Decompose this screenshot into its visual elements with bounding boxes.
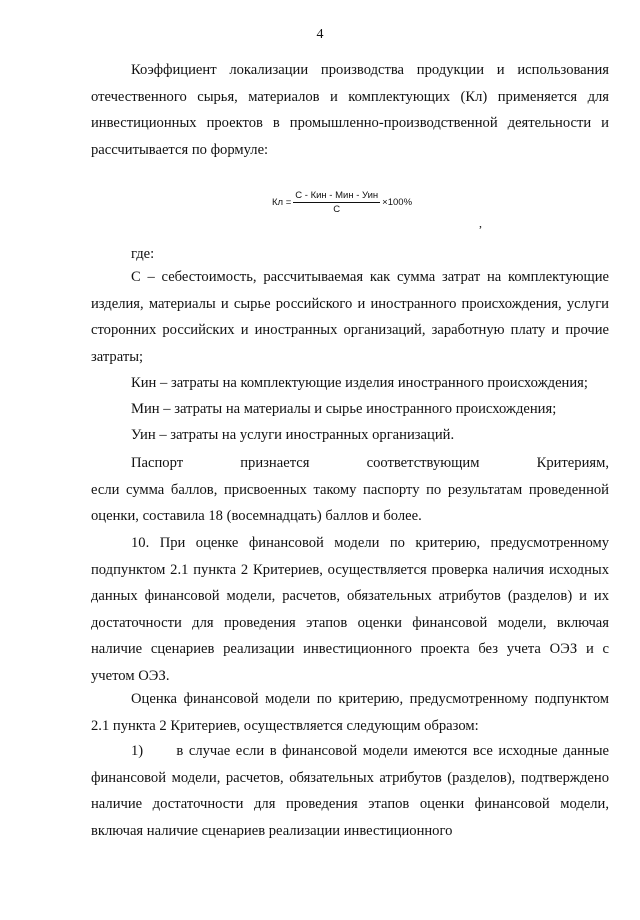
passport-paragraph bbox=[91, 450, 609, 530]
passport-first-line bbox=[91, 450, 609, 477]
intro-paragraph: Коэффициент локализации производства продукции и использования отечественного сырья, материалов и комплектующих (Кл) применяется для инвестиционных проектов в промышленно-производственной деятельности и рассчитывается по формуле: bbox=[91, 62, 609, 158]
definition-kin: Кин – затраты на комплектующие изделия иностранного происхождения; bbox=[131, 375, 588, 391]
page-number: 4 bbox=[316, 27, 324, 42]
formula-lhs: Кл = bbox=[272, 197, 292, 208]
passport-rest: если сумма баллов, присвоенных такому паспорту по результатам проведенной оценки, составила 18 (восемнадцать) баллов и более. bbox=[91, 481, 609, 524]
definition-c: С – себестоимость, рассчитываемая как сумма затрат на комплектующие изделия, материалы и сырье российского и иностранного происхождения, услуги сторонних российских и иностранных организаций, заработную плату и прочие затраты; bbox=[91, 269, 609, 365]
formula-numerator: С - Кин - Мин - Уин bbox=[295, 190, 379, 201]
passport-word: Паспорт bbox=[131, 455, 184, 471]
passport-word: Критериям, bbox=[536, 455, 609, 471]
where-label: где: bbox=[131, 246, 155, 262]
passport-word: соответствующим bbox=[366, 455, 480, 471]
formula-trailing-comma: , bbox=[479, 216, 482, 230]
passport-word: признается bbox=[240, 455, 310, 471]
formula-fraction bbox=[293, 190, 380, 215]
formula-denominator: С bbox=[333, 204, 341, 215]
list-item-1: 1) в случае если в финансовой модели имеются все исходные данные финансовой модели, расчетов, обязательных атрибутов (разделов), подтверждено наличие достаточности для проведения этапов оценки финансовой модели, включая наличие сценариев реализации инвестиционного bbox=[91, 743, 613, 839]
formula-multiplier: ×100% bbox=[382, 197, 413, 208]
localization-formula bbox=[272, 190, 412, 215]
definition-uin: Уин – затраты на услуги иностранных организаций. bbox=[131, 427, 455, 443]
definition-min: Мин – затраты на материалы и сырье иностранного происхождения; bbox=[131, 401, 557, 417]
item-10-paragraph: 10. При оценке финансовой модели по критерию, предусмотренному подпунктом 2.1 пункта 2 Критериев, осуществляется проверка наличия исходных данных финансовой модели, расчетов, обязательных атрибутов (разделов) и их достаточности для проведения этапов оценки финансовой модели, включая наличие сценариев реализации инвестиционного проекта без учета ОЭЗ и с учетом ОЭЗ. bbox=[91, 535, 609, 684]
assessment-paragraph: Оценка финансовой модели по критерию, предусмотренному подпунктом 2.1 пункта 2 Критериев, осуществляется следующим образом: bbox=[91, 691, 609, 734]
